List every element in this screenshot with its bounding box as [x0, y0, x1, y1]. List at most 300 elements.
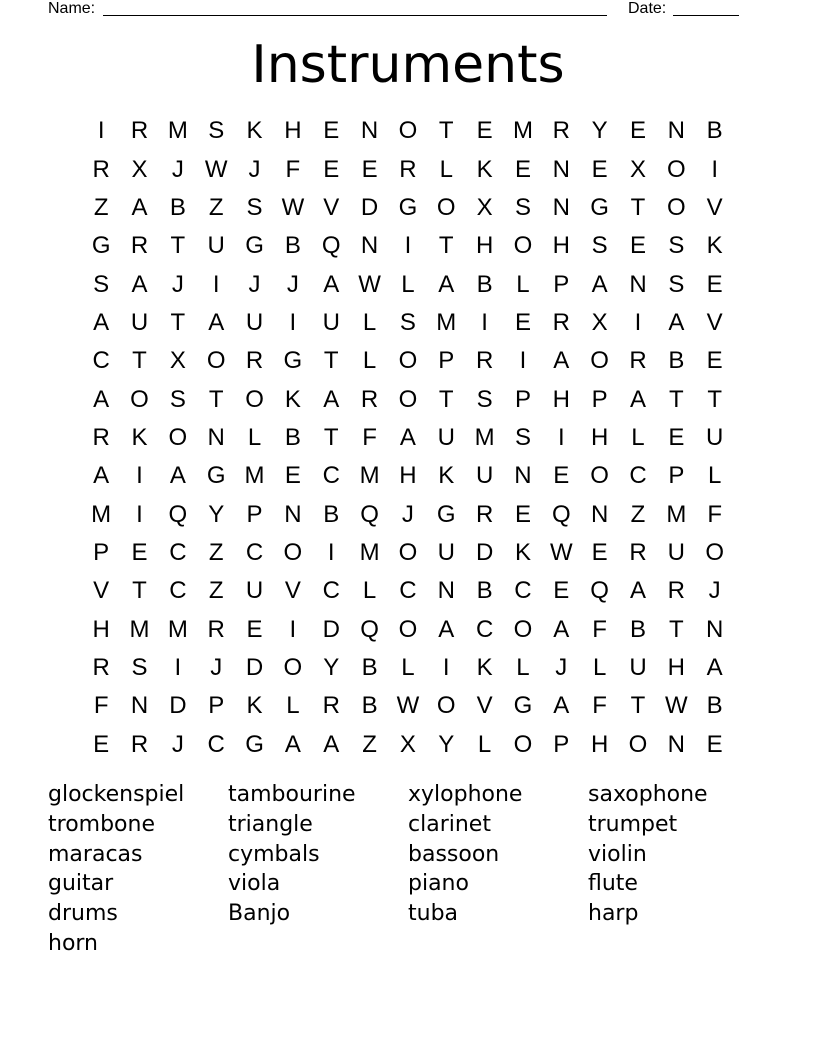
grid-letter[interactable]: R — [92, 155, 110, 183]
grid-letter[interactable]: C — [245, 538, 264, 566]
grid-letter[interactable]: E — [706, 347, 723, 375]
grid-letter[interactable]: S — [399, 308, 416, 336]
grid-letter[interactable]: O — [398, 385, 418, 413]
grid-letter[interactable]: U — [207, 232, 225, 260]
grid-letter[interactable]: K — [438, 462, 455, 490]
grid-letter[interactable]: Q — [590, 577, 609, 605]
grid-letter[interactable]: D — [245, 653, 264, 681]
grid-letter[interactable]: B — [169, 193, 186, 221]
grid-letter[interactable]: T — [208, 385, 224, 413]
grid-letter[interactable]: I — [711, 155, 718, 183]
grid-letter[interactable]: T — [438, 117, 454, 145]
grid-letter[interactable]: C — [169, 538, 187, 566]
grid-letter[interactable]: O — [436, 692, 456, 720]
grid-letter[interactable]: R — [552, 308, 570, 336]
grid-letter[interactable]: T — [630, 692, 646, 720]
grid-letter[interactable]: D — [322, 615, 340, 643]
grid-letter[interactable]: V — [284, 577, 301, 605]
grid-letter[interactable]: R — [475, 500, 494, 528]
grid-letter[interactable]: I — [442, 653, 450, 681]
grid-letter[interactable]: W — [281, 193, 305, 221]
grid-row — [82, 112, 734, 150]
grid-letter[interactable]: I — [289, 615, 297, 643]
grid-letter[interactable]: K — [246, 117, 263, 145]
grid-letter[interactable]: N — [552, 155, 570, 183]
grid-letter[interactable]: L — [362, 577, 377, 605]
grid-letter[interactable]: Q — [551, 500, 571, 528]
grid-letter[interactable]: T — [132, 577, 147, 605]
grid-letter[interactable]: V — [476, 692, 493, 720]
grid-letter[interactable]: P — [93, 538, 110, 566]
grid-letter[interactable]: A — [553, 615, 570, 643]
grid-letter[interactable]: L — [516, 270, 530, 298]
grid-letter[interactable]: E — [323, 155, 340, 183]
grid-letter[interactable]: H — [399, 462, 417, 490]
grid-letter[interactable]: A — [629, 577, 646, 605]
grid-letter[interactable]: H — [590, 730, 609, 758]
grid-letter[interactable]: B — [284, 232, 301, 260]
word-list-item: glockenspiel — [48, 782, 185, 807]
grid-letter[interactable]: R — [130, 730, 149, 758]
grid-letter[interactable]: T — [630, 193, 646, 221]
grid-letter[interactable]: S — [476, 385, 493, 413]
word-list-item: bassoon — [408, 841, 500, 867]
grid-letter[interactable]: I — [634, 308, 642, 336]
grid-letter[interactable]: W — [358, 270, 381, 298]
grid-letter[interactable]: H — [552, 385, 570, 413]
grid-letter[interactable]: B — [476, 577, 493, 605]
grid-letter[interactable]: E — [591, 538, 608, 566]
grid-letter[interactable]: K — [476, 155, 493, 183]
grid-letter[interactable]: I — [212, 270, 220, 298]
grid-letter[interactable]: A — [706, 653, 723, 681]
grid-letter[interactable]: O — [245, 385, 264, 413]
grid-letter[interactable]: L — [439, 155, 453, 183]
grid-letter[interactable]: I — [289, 308, 297, 336]
grid-letter[interactable]: V — [706, 308, 723, 336]
grid-letter[interactable]: L — [477, 730, 492, 758]
grid-letter[interactable]: G — [436, 500, 456, 528]
grid-letter[interactable]: F — [592, 692, 607, 720]
grid-letter[interactable]: U — [437, 538, 455, 566]
grid-letter[interactable]: U — [245, 577, 264, 605]
grid-letter[interactable]: I — [404, 232, 412, 260]
grid-letter[interactable]: O — [398, 117, 418, 145]
grid-letter[interactable]: E — [131, 538, 148, 566]
grid-letter[interactable]: R — [130, 117, 149, 145]
grid-letter[interactable]: X — [131, 155, 148, 183]
grid-letter[interactable]: Z — [208, 193, 224, 221]
grid-letter[interactable]: R — [92, 653, 110, 681]
grid-letter[interactable]: W — [204, 155, 228, 183]
grid-letter[interactable]: W — [396, 692, 420, 720]
grid-letter[interactable]: G — [283, 347, 303, 375]
grid-letter[interactable]: G — [245, 730, 264, 758]
grid-letter[interactable]: T — [707, 385, 722, 413]
grid-letter[interactable]: K — [131, 423, 148, 451]
grid-letter[interactable]: F — [93, 692, 109, 720]
grid-letter[interactable]: M — [91, 500, 112, 528]
grid-letter[interactable]: S — [131, 653, 148, 681]
grid-letter[interactable]: R — [360, 385, 379, 413]
grid-letter[interactable]: C — [514, 577, 532, 605]
grid-letter[interactable]: L — [401, 270, 415, 298]
grid-letter[interactable]: C — [322, 577, 340, 605]
grid-letter[interactable]: F — [362, 423, 377, 451]
grid-letter[interactable]: H — [552, 232, 570, 260]
grid-letter[interactable]: R — [552, 117, 570, 145]
grid-letter[interactable]: O — [590, 462, 609, 490]
grid-letter[interactable]: G — [590, 193, 609, 221]
grid-letter[interactable]: B — [629, 615, 646, 643]
grid-letter[interactable]: C — [399, 577, 417, 605]
word-list-item: tuba — [408, 901, 459, 927]
grid-letter[interactable]: A — [438, 615, 455, 643]
grid-letter[interactable]: H — [284, 117, 302, 145]
grid-letter[interactable]: M — [512, 117, 533, 145]
grid-letter[interactable]: P — [246, 500, 263, 528]
grid-letter[interactable]: S — [93, 270, 110, 298]
grid-letter[interactable]: J — [248, 155, 261, 183]
grid-letter[interactable]: L — [516, 653, 530, 681]
grid-letter[interactable]: T — [438, 385, 454, 413]
grid-letter[interactable]: M — [167, 117, 188, 145]
grid-letter[interactable]: N — [590, 500, 609, 528]
grid-letter[interactable]: V — [706, 193, 723, 221]
grid-letter[interactable]: O — [513, 232, 533, 260]
grid-letter[interactable]: A — [629, 385, 646, 413]
grid-letter[interactable]: E — [476, 117, 493, 145]
grid-letter[interactable]: O — [398, 538, 418, 566]
grid-letter[interactable]: E — [361, 155, 378, 183]
grid-letter[interactable]: M — [167, 615, 188, 643]
grid-letter[interactable]: N — [552, 193, 570, 221]
grid-letter[interactable]: A — [323, 270, 340, 298]
grid-letter[interactable]: T — [323, 347, 339, 375]
grid-letter[interactable]: U — [130, 308, 149, 336]
grid-letter[interactable]: N — [514, 462, 532, 490]
grid-letter[interactable]: A — [284, 730, 301, 758]
grid-letter[interactable]: G — [206, 462, 226, 490]
grid-row — [82, 342, 734, 380]
grid-letter[interactable]: O — [436, 193, 456, 221]
grid-letter[interactable]: A — [93, 462, 110, 490]
grid-letter[interactable]: E — [514, 500, 531, 528]
grid-letter[interactable]: T — [132, 347, 147, 375]
grid-letter[interactable]: E — [629, 117, 646, 145]
grid-letter[interactable]: S — [246, 193, 263, 221]
grid-letter[interactable]: L — [286, 692, 300, 720]
grid-letter[interactable]: W — [549, 538, 573, 566]
grid-letter[interactable]: O — [628, 730, 648, 758]
grid-letter[interactable]: N — [284, 500, 302, 528]
grid-letter[interactable]: L — [592, 653, 607, 681]
grid-letter[interactable]: A — [169, 462, 186, 490]
grid-letter[interactable]: S — [169, 385, 186, 413]
grid-letter[interactable]: S — [668, 232, 685, 260]
grid-letter[interactable]: O — [666, 193, 686, 221]
grid-letter[interactable]: A — [93, 385, 110, 413]
grid-letter[interactable]: E — [93, 730, 110, 758]
grid-letter[interactable]: T — [323, 423, 339, 451]
grid-letter[interactable]: T — [668, 615, 684, 643]
grid-letter[interactable]: N — [706, 615, 724, 643]
grid-letter[interactable]: G — [513, 692, 533, 720]
grid-letter[interactable]: M — [359, 538, 380, 566]
grid-letter[interactable]: D — [169, 692, 187, 720]
grid-letter[interactable]: R — [130, 232, 149, 260]
grid-letter[interactable]: L — [362, 347, 377, 375]
grid-letter[interactable]: N — [667, 730, 685, 758]
grid-letter[interactable]: S — [668, 270, 685, 298]
grid-letter[interactable]: L — [631, 423, 645, 451]
grid-letter[interactable]: F — [592, 615, 607, 643]
grid-letter[interactable]: O — [130, 385, 149, 413]
grid-letter[interactable]: K — [246, 692, 263, 720]
grid-letter[interactable]: O — [513, 615, 533, 643]
grid-letter[interactable]: I — [97, 117, 105, 145]
grid-letter[interactable]: S — [208, 117, 225, 145]
grid-letter[interactable]: B — [361, 692, 378, 720]
grid-letter[interactable]: E — [514, 308, 531, 336]
grid-letter[interactable]: A — [438, 270, 455, 298]
grid-letter[interactable]: O — [283, 538, 303, 566]
grid-letter[interactable]: Z — [630, 500, 646, 528]
grid-letter[interactable]: O — [705, 538, 724, 566]
grid-letter[interactable]: L — [247, 423, 262, 451]
grid-letter[interactable]: T — [170, 232, 186, 260]
grid-letter[interactable]: E — [246, 615, 263, 643]
grid-letter[interactable]: A — [131, 193, 148, 221]
grid-letter[interactable]: Q — [168, 500, 188, 528]
grid-letter[interactable]: E — [706, 730, 723, 758]
grid-letter[interactable]: A — [553, 347, 570, 375]
grid-letter[interactable]: Z — [208, 538, 224, 566]
grid-letter[interactable]: W — [665, 692, 688, 720]
grid-letter[interactable]: X — [629, 155, 646, 183]
grid-letter[interactable]: C — [207, 730, 225, 758]
grid-letter[interactable]: F — [285, 155, 301, 183]
grid-letter[interactable]: E — [629, 232, 646, 260]
grid-letter[interactable]: C — [92, 347, 110, 375]
grid-letter[interactable]: P — [514, 385, 531, 413]
grid-letter[interactable]: E — [514, 155, 531, 183]
grid-letter[interactable]: Q — [321, 232, 341, 260]
grid-letter[interactable]: C — [169, 577, 187, 605]
grid-letter[interactable]: O — [168, 423, 188, 451]
word-list-item: triangle — [228, 811, 313, 837]
grid-letter[interactable]: Q — [360, 615, 379, 643]
grid-letter[interactable]: Q — [360, 500, 379, 528]
grid-letter[interactable]: P — [553, 730, 570, 758]
grid-letter[interactable]: D — [360, 193, 379, 221]
grid-letter[interactable]: X — [399, 730, 416, 758]
grid-letter[interactable]: D — [475, 538, 494, 566]
grid-letter[interactable]: B — [361, 653, 378, 681]
word-list-item: tambourine — [228, 782, 356, 807]
grid-letter[interactable]: C — [322, 462, 340, 490]
grid-letter[interactable]: H — [92, 615, 110, 643]
grid-letter[interactable]: M — [436, 308, 457, 336]
grid-letter[interactable]: I — [136, 462, 143, 490]
grid-letter[interactable]: A — [93, 308, 110, 336]
grid-letter[interactable]: U — [667, 538, 685, 566]
grid-letter[interactable]: J — [171, 155, 184, 183]
grid-letter[interactable]: C — [629, 462, 647, 490]
grid-letter[interactable]: Z — [93, 193, 109, 221]
grid-letter[interactable]: N — [360, 117, 379, 145]
grid-letter[interactable]: O — [206, 347, 226, 375]
grid-letter[interactable]: E — [323, 117, 340, 145]
grid-letter[interactable]: O — [398, 347, 418, 375]
grid-letter[interactable]: N — [437, 577, 455, 605]
grid-letter[interactable]: P — [208, 692, 225, 720]
grid-letter[interactable]: N — [360, 232, 379, 260]
grid-letter[interactable]: Y — [323, 653, 340, 681]
grid-letter[interactable]: G — [245, 232, 264, 260]
grid-letter[interactable]: A — [553, 692, 570, 720]
grid-letter[interactable]: A — [323, 730, 340, 758]
grid-letter[interactable]: A — [591, 270, 608, 298]
grid-letter[interactable]: O — [590, 347, 609, 375]
grid-letter[interactable]: K — [476, 653, 493, 681]
grid-letter[interactable]: F — [707, 500, 722, 528]
grid-letter[interactable]: J — [401, 500, 414, 528]
grid-letter[interactable]: J — [171, 270, 184, 298]
grid-letter[interactable]: X — [476, 193, 493, 221]
grid-letter[interactable]: G — [91, 232, 111, 260]
grid-letter[interactable]: L — [362, 308, 377, 336]
grid-letter[interactable]: S — [591, 232, 608, 260]
grid-letter[interactable]: N — [130, 692, 149, 720]
grid-letter[interactable]: L — [707, 462, 722, 490]
grid-letter[interactable]: I — [327, 538, 335, 566]
grid-letter[interactable]: B — [706, 692, 723, 720]
grid-letter[interactable]: R — [207, 615, 225, 643]
grid-letter[interactable]: M — [359, 462, 380, 490]
grid-letter[interactable]: U — [245, 308, 264, 336]
grid-letter[interactable]: L — [401, 653, 415, 681]
grid-letter[interactable]: X — [169, 347, 186, 375]
grid-row — [82, 726, 734, 764]
grid-letter[interactable]: M — [666, 500, 687, 528]
grid-letter[interactable]: N — [629, 270, 647, 298]
grid-letter[interactable]: B — [476, 270, 493, 298]
grid-letter[interactable]: P — [553, 270, 570, 298]
grid-letter[interactable]: H — [667, 653, 685, 681]
grid-letter[interactable]: K — [284, 385, 301, 413]
grid-letter[interactable]: A — [131, 270, 148, 298]
grid-letter[interactable]: K — [706, 232, 723, 260]
grid-letter[interactable]: R — [92, 423, 110, 451]
grid-letter[interactable]: P — [591, 385, 608, 413]
grid-letter[interactable]: U — [706, 423, 724, 451]
grid-letter[interactable]: P — [668, 462, 685, 490]
grid-letter[interactable]: R — [322, 692, 340, 720]
grid-letter[interactable]: R — [629, 347, 647, 375]
grid-letter[interactable]: R — [399, 155, 417, 183]
grid-letter[interactable]: I — [481, 308, 488, 336]
grid-letter[interactable]: N — [667, 117, 685, 145]
page-title: Instruments — [251, 35, 565, 95]
grid-letter[interactable]: B — [284, 423, 301, 451]
grid-letter[interactable]: Y — [208, 500, 225, 528]
grid-letter[interactable]: E — [553, 577, 570, 605]
grid-letter[interactable]: U — [629, 653, 647, 681]
grid-letter[interactable]: H — [475, 232, 494, 260]
grid-letter[interactable]: O — [283, 653, 303, 681]
grid-letter[interactable]: A — [399, 423, 416, 451]
grid-letter[interactable]: R — [629, 538, 647, 566]
grid-letter[interactable]: M — [129, 615, 150, 643]
grid-letter[interactable]: A — [668, 308, 685, 336]
grid-letter[interactable]: X — [591, 308, 608, 336]
grid-letter[interactable]: B — [706, 117, 723, 145]
grid-letter[interactable]: J — [210, 653, 223, 681]
grid-letter[interactable]: K — [514, 538, 531, 566]
grid-letter[interactable]: J — [555, 653, 568, 681]
grid-letter[interactable]: O — [513, 730, 533, 758]
grid-letter[interactable]: S — [514, 423, 531, 451]
grid-letter[interactable]: T — [170, 308, 186, 336]
grid-letter[interactable]: B — [323, 500, 340, 528]
grid-letter[interactable]: M — [474, 423, 495, 451]
grid-letter[interactable]: N — [207, 423, 225, 451]
grid-letter[interactable]: J — [708, 577, 721, 605]
grid-row — [82, 265, 734, 303]
grid-letter[interactable]: G — [398, 193, 418, 221]
grid-letter[interactable]: I — [136, 500, 143, 528]
grid-letter[interactable]: U — [322, 308, 340, 336]
grid-letter[interactable]: R — [245, 347, 264, 375]
grid-letter[interactable]: C — [475, 615, 494, 643]
grid-letter[interactable]: E — [591, 155, 608, 183]
date-blank-line — [673, 15, 739, 16]
grid-letter[interactable]: A — [323, 385, 340, 413]
grid-letter[interactable]: J — [286, 270, 299, 298]
grid-letter[interactable]: U — [475, 462, 494, 490]
grid-letter[interactable]: O — [398, 615, 418, 643]
grid-letter[interactable]: Z — [208, 577, 224, 605]
grid-letter[interactable]: M — [244, 462, 265, 490]
grid-letter[interactable]: H — [590, 423, 609, 451]
grid-letter[interactable]: E — [706, 270, 723, 298]
grid-letter[interactable]: U — [437, 423, 455, 451]
grid-letter[interactable]: A — [208, 308, 225, 336]
grid-letter[interactable]: R — [475, 347, 494, 375]
grid-letter[interactable]: J — [171, 730, 184, 758]
grid-letter[interactable]: P — [438, 347, 455, 375]
grid-letter[interactable]: T — [438, 232, 454, 260]
grid-letter[interactable]: E — [284, 462, 301, 490]
grid-letter[interactable]: E — [553, 462, 570, 490]
grid-letter[interactable]: S — [514, 193, 531, 221]
grid-letter[interactable]: V — [93, 577, 110, 605]
grid-letter[interactable]: Z — [362, 730, 377, 758]
grid-letter[interactable]: I — [519, 347, 527, 375]
grid-letter[interactable]: R — [667, 577, 685, 605]
grid-letter[interactable]: E — [668, 423, 685, 451]
grid-letter[interactable]: Y — [438, 730, 455, 758]
grid-letter[interactable]: I — [174, 653, 182, 681]
grid-letter[interactable]: B — [668, 347, 685, 375]
grid-letter[interactable]: Y — [591, 117, 608, 145]
grid-letter[interactable]: O — [666, 155, 686, 183]
grid-letter[interactable]: V — [323, 193, 340, 221]
grid-letter[interactable]: J — [248, 270, 261, 298]
grid-letter[interactable]: I — [557, 423, 565, 451]
grid-letter[interactable]: T — [668, 385, 684, 413]
